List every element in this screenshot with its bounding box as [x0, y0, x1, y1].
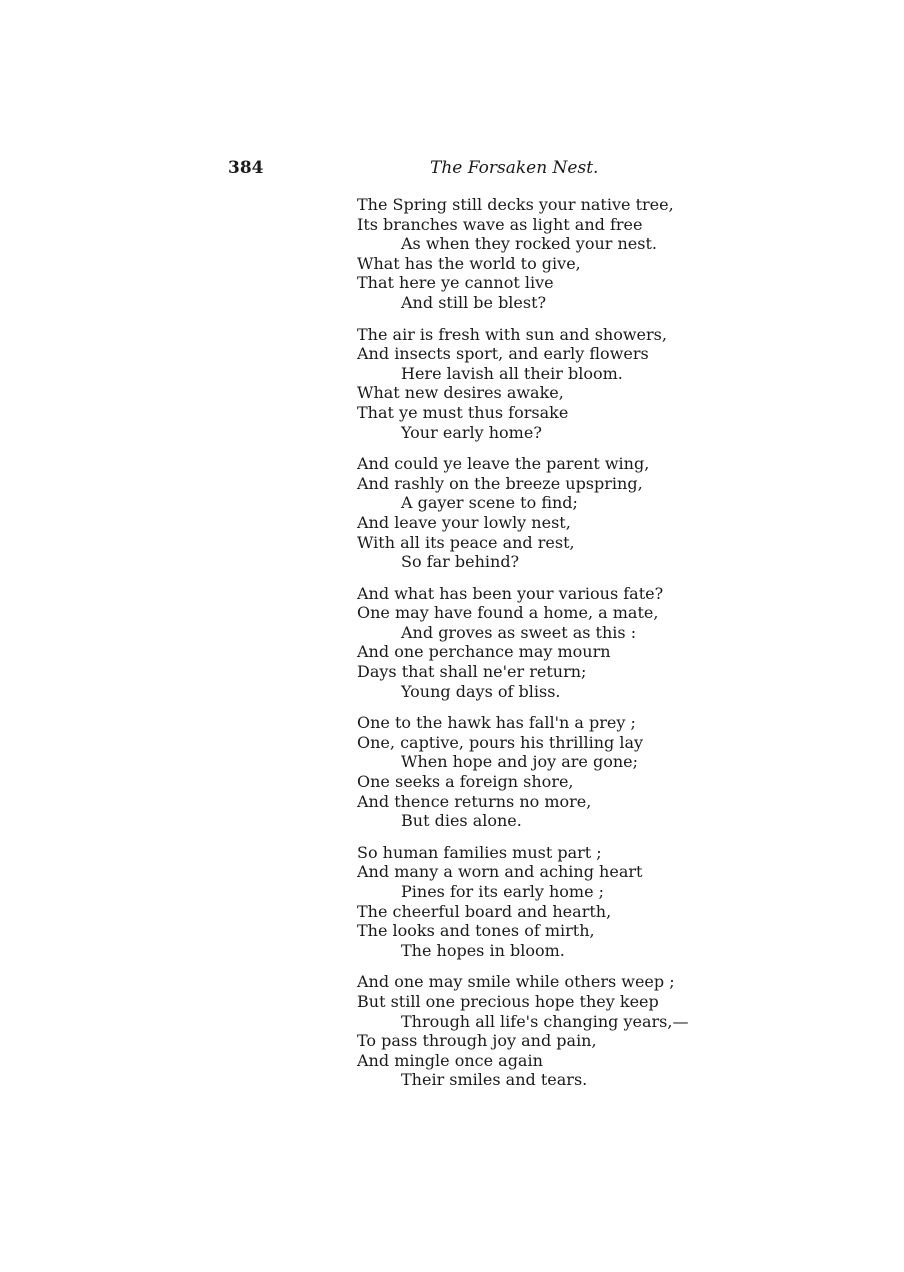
poem-line: That here ye cannot live — [357, 273, 554, 293]
poem-line: And insects sport, and early flowers — [357, 344, 649, 364]
poem-line: And rashly on the breeze upspring, — [357, 473, 643, 493]
poem-line: What has the world to give, — [357, 253, 581, 273]
poem-line: One, captive, pours his thrilling lay — [357, 732, 644, 752]
poem-line-indented: Young days of bliss. — [401, 681, 561, 701]
poem-line: One seeks a foreign shore, — [357, 772, 574, 792]
poem-line: And many a worn and aching heart — [357, 862, 643, 882]
poem-line: That ye must thus forsake — [357, 402, 569, 422]
poem-line: What new desires awake, — [357, 383, 564, 403]
poem-line: To pass through joy and pain, — [357, 1031, 597, 1051]
poem-line: But still one precious hope they keep — [357, 991, 659, 1011]
poem-line: Days that shall ne'er return; — [357, 662, 587, 682]
stanza — [357, 713, 717, 831]
poem-line: So human families must part ; — [357, 842, 602, 862]
poem-line: The looks and tones of mirth, — [357, 921, 595, 941]
poem-line-indented: A gayer scene to find; — [401, 493, 578, 513]
poem-line: And mingle once again — [357, 1050, 543, 1070]
poem-line-indented: And groves as sweet as this : — [401, 622, 637, 642]
poem-line: And could ye leave the parent wing, — [357, 454, 650, 474]
poem-line: And one perchance may mourn — [357, 642, 611, 662]
poem-line-indented: Through all life's changing years,— — [401, 1011, 689, 1031]
stanza — [357, 195, 717, 313]
poem-line: The cheerful board and hearth, — [357, 901, 612, 921]
stanza — [357, 325, 717, 443]
poem-line-indented: When hope and joy are gone; — [401, 752, 639, 772]
poem-line: And leave your lowly nest, — [357, 512, 571, 532]
poem-line: One may have found a home, a mate, — [357, 603, 659, 623]
stanza — [357, 584, 717, 702]
poem-line: With all its peace and rest, — [357, 532, 575, 552]
poem-line: And what has been your various fate? — [357, 583, 664, 603]
stanza — [357, 972, 717, 1090]
stanza — [357, 454, 717, 572]
poem-line-indented: The hopes in bloom. — [401, 940, 565, 960]
poem-line-indented: But dies alone. — [401, 811, 522, 831]
poem-line-indented: Here lavish all their bloom. — [401, 363, 623, 383]
poem-line-indented: As when they rocked your nest. — [401, 234, 657, 254]
poem-line-indented: Their smiles and tears. — [401, 1070, 588, 1090]
poem-line: One to the hawk has fall'n a prey ; — [357, 713, 636, 733]
page-number: 384 — [228, 158, 264, 178]
poem-line: And one may smile while others weep ; — [357, 972, 675, 992]
poem-line: Its branches wave as light and free — [357, 214, 643, 234]
running-title: The Forsaken Nest. — [430, 158, 599, 178]
poem-line-indented: So far behind? — [401, 552, 520, 572]
poem-line: The air is fresh with sun and showers, — [357, 324, 667, 344]
poem — [357, 195, 717, 1102]
poem-line: And thence returns no more, — [357, 791, 592, 811]
poem-line-indented: And still be blest? — [401, 292, 547, 312]
poem-line: The Spring still decks your native tree, — [357, 195, 674, 214]
stanza — [357, 843, 717, 961]
poem-line-indented: Pines for its early home ; — [401, 882, 605, 901]
poem-line-indented: Your early home? — [401, 422, 542, 442]
